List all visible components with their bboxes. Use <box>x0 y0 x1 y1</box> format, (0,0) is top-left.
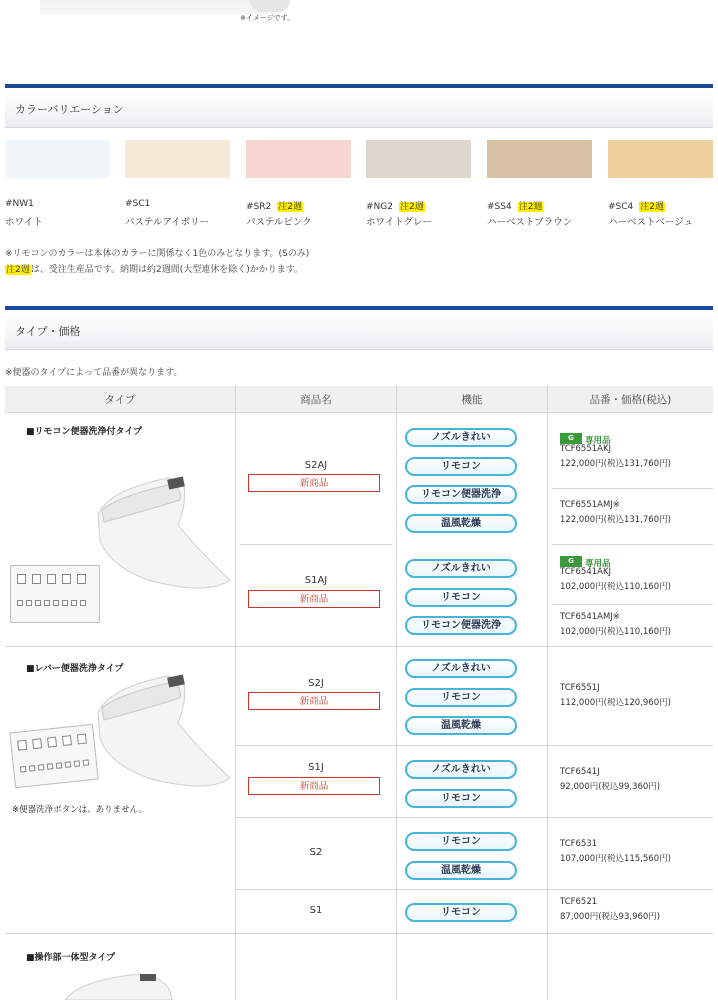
remote-control-image <box>9 724 98 788</box>
header-product-name: 商品名 <box>300 394 332 406</box>
color-swatch <box>5 140 110 178</box>
color-variation-header <box>5 84 713 128</box>
color-swatch <box>487 140 592 178</box>
remote-color-note: ※リモコンのカラーは本体のカラーに関係なく1色のみとなります。(Sのみ) <box>5 249 310 259</box>
color-code-text: #SR2 <box>246 202 272 212</box>
row-sep <box>552 604 713 605</box>
row-sep <box>552 544 713 545</box>
image-note: ※イメージです。 <box>240 14 295 22</box>
product-code: TCF6551AKJ <box>560 444 612 454</box>
exclusive-text: 専用品 <box>585 559 611 569</box>
remote-button-icon <box>62 574 71 584</box>
type-price-title: タイプ・価格 <box>15 325 81 338</box>
exclusive-text: 専用品 <box>585 436 611 446</box>
type-note: ※便器のタイプによって品番が異なります。 <box>5 368 183 378</box>
color-name: ハーベストベージュ <box>608 217 694 228</box>
color-code <box>366 199 425 212</box>
remote-button-icon <box>62 735 72 746</box>
g-badge-icon: G <box>560 433 582 444</box>
header-price: 品番・価格(税込) <box>589 394 672 406</box>
product-price: 87,000円(税込93,960円) <box>560 912 661 922</box>
remote-button-icon <box>32 574 41 584</box>
remote-button-icon <box>62 600 68 606</box>
product-code: TCF6541J <box>560 767 600 777</box>
feature-pill: 温風乾燥 <box>405 716 517 735</box>
type-label-integrated: ■操作部一体型タイプ <box>26 953 116 963</box>
product-price: 107,000円(税込115,560円) <box>560 854 671 864</box>
feature-pill: ノズルきれい <box>405 760 517 779</box>
toilet-image <box>88 470 234 600</box>
remote-button-icon <box>17 600 23 606</box>
product-code: TCF6521 <box>560 897 598 907</box>
type2-note: ※便器洗浄ボタンは、ありません。 <box>12 805 148 815</box>
product-name: S1 <box>309 905 323 916</box>
feature-pill: リモコン <box>405 588 517 607</box>
row-sep <box>552 488 713 489</box>
remote-button-icon <box>32 738 42 749</box>
new-product-label: 新商品 <box>248 474 380 492</box>
type-label-lever-flush: ■レバー便器洗浄タイプ <box>26 664 124 674</box>
product-code: TCF6541AKJ <box>560 567 612 577</box>
color-code <box>487 199 543 212</box>
row-sep <box>236 745 713 746</box>
order-badge: 注2週 <box>278 202 302 212</box>
remote-button-icon <box>53 600 59 606</box>
feature-pill: 温風乾燥 <box>405 861 517 880</box>
type-label-remote-flush: ■リモコン便器洗浄付タイプ <box>26 427 143 437</box>
product-code: TCF6551J <box>560 683 600 693</box>
feature-pill: リモコン <box>405 832 517 851</box>
order-badge: 注2週 <box>640 202 664 212</box>
product-price: 112,000円(税込120,960円) <box>560 698 671 708</box>
g-badge-icon: G <box>560 556 582 567</box>
product-name: S1J <box>308 762 324 773</box>
feature-pill: 温風乾燥 <box>405 514 517 533</box>
color-swatch <box>125 140 230 178</box>
color-code-text: #NW1 <box>5 199 34 209</box>
color-code-text: #NG2 <box>366 202 393 212</box>
product-name: S2 <box>309 847 323 858</box>
color-code <box>5 199 34 209</box>
row-sep <box>5 646 713 647</box>
feature-pill: リモコン <box>405 789 517 808</box>
col-sep <box>547 386 548 1000</box>
color-code <box>246 199 303 212</box>
remote-button-icon <box>35 600 41 606</box>
product-price: 92,000円(税込99,360円) <box>560 782 661 792</box>
remote-button-icon <box>38 764 45 771</box>
row-sep <box>5 933 713 934</box>
type-price-header <box>5 306 713 350</box>
remote-button-icon <box>56 762 63 769</box>
remote-button-icon <box>77 734 87 745</box>
order-note-text: は、受注生産品です。納期は約2週間(大型連休を除く)かかります。 <box>30 265 304 275</box>
row-sep <box>236 817 713 818</box>
feature-pill: リモコン <box>405 688 517 707</box>
feature-pill: リモコン <box>405 903 517 922</box>
feature-pill: ノズルきれい <box>405 559 517 578</box>
remote-button-icon <box>29 765 36 772</box>
product-code: TCF6551AMJ※ <box>560 500 620 510</box>
product-name: S1AJ <box>304 575 328 586</box>
remote-button-icon <box>65 761 72 768</box>
product-code: TCF6531 <box>560 839 598 849</box>
col-sep <box>235 386 236 1000</box>
remote-button-icon <box>83 759 90 766</box>
header-function: 機能 <box>461 394 483 406</box>
color-code-text: #SS4 <box>487 202 512 212</box>
color-code <box>125 199 150 209</box>
order-badge: 注2週 <box>399 202 424 212</box>
new-product-label: 新商品 <box>248 777 380 795</box>
color-name: ハーベストブラウン <box>487 217 573 228</box>
product-code: TCF6541AMJ※ <box>560 612 620 622</box>
color-swatch <box>608 140 713 178</box>
product-name: S2J <box>308 678 324 689</box>
remote-button-icon <box>17 574 26 584</box>
product-name: S2AJ <box>304 460 328 471</box>
row-sep <box>240 544 392 545</box>
color-name: ホワイト <box>5 217 43 228</box>
color-name: ホワイトグレー <box>366 217 433 228</box>
remote-button-icon <box>17 740 27 751</box>
remote-button-icon <box>44 600 50 606</box>
toilet-image <box>60 970 180 1000</box>
order-badge: 注2週 <box>6 265 30 275</box>
product-price: 102,000円(税込110,160円) <box>560 627 671 637</box>
color-variation-title: カラーバリエーション <box>15 103 124 116</box>
new-product-label: 新商品 <box>248 692 380 710</box>
row-sep <box>236 889 713 890</box>
remote-button-icon <box>74 760 81 767</box>
feature-pill: ノズルきれい <box>405 428 517 447</box>
header-type: タイプ <box>104 394 136 406</box>
color-swatch <box>246 140 351 178</box>
color-name: パステルピンク <box>246 217 312 228</box>
remote-control-image <box>10 565 100 623</box>
col-sep <box>396 386 397 1000</box>
order-badge: 注2週 <box>518 202 543 212</box>
feature-pill: ノズルきれい <box>405 659 517 678</box>
feature-pill: リモコン <box>405 457 517 476</box>
toilet-image <box>88 668 234 798</box>
color-code <box>608 199 665 212</box>
remote-button-icon <box>77 574 86 584</box>
remote-button-icon <box>47 737 57 748</box>
remote-button-icon <box>47 763 54 770</box>
product-price: 102,000円(税込110,160円) <box>560 582 671 592</box>
remote-button-icon <box>26 600 32 606</box>
remote-button-icon <box>47 574 56 584</box>
feature-pill: リモコン便器洗浄 <box>405 616 517 635</box>
color-code-text: #SC1 <box>125 199 151 209</box>
feature-pill: リモコン便器洗浄 <box>405 485 517 504</box>
color-swatch <box>366 140 471 178</box>
new-product-label: 新商品 <box>248 590 380 608</box>
remote-button-icon <box>80 600 86 606</box>
order-note <box>5 262 303 275</box>
remote-button-icon <box>20 766 27 773</box>
remote-button-icon <box>71 600 77 606</box>
color-code-text: #SC4 <box>608 202 634 212</box>
product-image-fragment <box>40 0 290 14</box>
color-name: パステルアイボリー <box>125 217 209 228</box>
product-price: 122,000円(税込131,760円) <box>560 515 671 525</box>
product-price: 122,000円(税込131,760円) <box>560 459 671 469</box>
